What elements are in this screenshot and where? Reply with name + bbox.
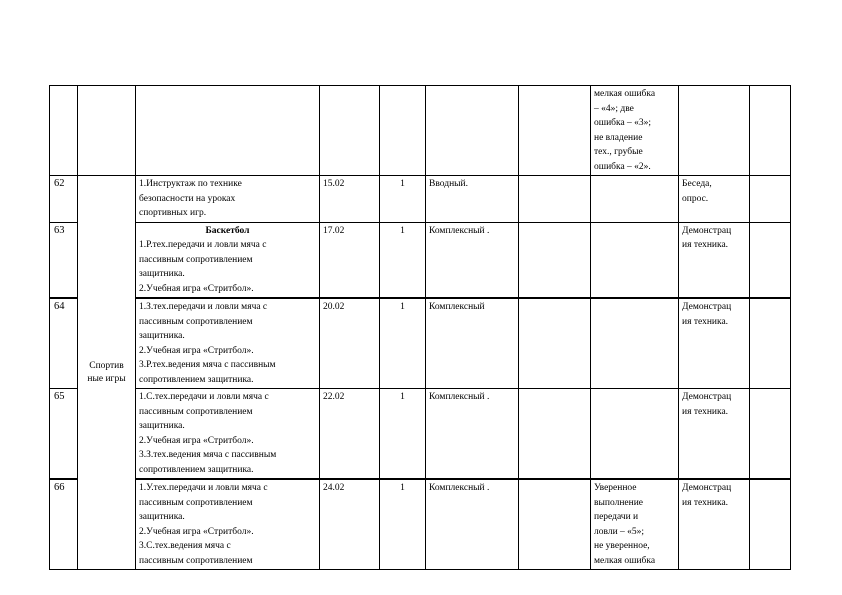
lesson-hours: 1 (380, 479, 426, 570)
control-form: Демонстрац ия техника. (679, 479, 750, 570)
lesson-content (136, 86, 320, 176)
notes-cell (750, 479, 791, 570)
notes-cell (750, 86, 791, 176)
assessment-criteria: мелкая ошибка – «4»; две ошибка – «3»; не владение тех., грубые ошибка – «2». (591, 86, 679, 176)
lesson-number (50, 86, 78, 176)
lesson-date: 15.02 (320, 176, 380, 223)
lesson-date: 22.02 (320, 389, 380, 480)
lesson-number: 65 (50, 389, 78, 480)
extra-cell (519, 389, 591, 480)
lesson-number: 62 (50, 176, 78, 223)
assessment-criteria (591, 298, 679, 389)
topic-heading: Баскетбол (205, 225, 250, 236)
control-form: Демонстрац ия техника. (679, 222, 750, 298)
lesson-plan-table (49, 85, 791, 570)
lesson-content: 1.З.тех.передачи и ловли мяча с пассивным сопротивлением защитника. 2.Учебная игра «Стритбол». 3.Р.тех.ведения мяча с пассивным сопротивлением защитника. (136, 298, 320, 389)
lesson-date: 17.02 (320, 222, 380, 298)
table-row (50, 389, 791, 480)
control-form: Демонстрац ия техника. (679, 389, 750, 480)
notes-cell (750, 389, 791, 480)
extra-cell (519, 479, 591, 570)
lesson-date: 24.02 (320, 479, 380, 570)
lesson-date (320, 86, 380, 176)
lesson-content: 1.С.тех.передачи и ловли мяча с пассивным сопротивлением защитника. 2.Учебная игра «Стритбол». 3.З.тех.ведения мяча с пассивным сопротивлением защитника. (136, 389, 320, 480)
lesson-hours: 1 (380, 389, 426, 480)
lesson-content: 1.У.тех.передачи и ловли мяча с пассивным сопротивлением защитника. 2.Учебная игра «Стритбол». 3.С.тех.ведения мяча с пассивным сопротивлением (136, 479, 320, 570)
table-row (50, 222, 791, 298)
lesson-type: Комплексный . (426, 479, 519, 570)
assessment-criteria (591, 389, 679, 480)
table-body (50, 86, 791, 570)
extra-cell (519, 86, 591, 176)
lesson-hours (380, 86, 426, 176)
lesson-hours: 1 (380, 176, 426, 223)
section-cell: Спортив ные игры (78, 176, 136, 570)
lesson-type: Комплексный . (426, 222, 519, 298)
extra-cell (519, 298, 591, 389)
lesson-hours: 1 (380, 222, 426, 298)
lesson-type: Комплексный (426, 298, 519, 389)
lesson-date: 20.02 (320, 298, 380, 389)
lesson-content: Баскетбол 1.Р.тех.передачи и ловли мяча с пассивным сопротивлением защитника. 2.Учебная игра «Стритбол». (136, 222, 320, 298)
lesson-content: 1.Инструктаж по технике безопасности на уроках спортивных игр. (136, 176, 320, 223)
control-form (679, 86, 750, 176)
extra-cell (519, 222, 591, 298)
lesson-number: 66 (50, 479, 78, 570)
notes-cell (750, 176, 791, 223)
lesson-type: Комплексный . (426, 389, 519, 480)
control-form: Беседа, опрос. (679, 176, 750, 223)
extra-cell (519, 176, 591, 223)
notes-cell (750, 222, 791, 298)
assessment-criteria (591, 222, 679, 298)
table-row (50, 479, 791, 570)
assessment-criteria (591, 176, 679, 223)
lesson-type: Вводный. (426, 176, 519, 223)
table-row (50, 86, 791, 176)
lesson-type (426, 86, 519, 176)
lesson-hours: 1 (380, 298, 426, 389)
lesson-number: 63 (50, 222, 78, 298)
table-row (50, 176, 791, 223)
table-row (50, 298, 791, 389)
section-cell (78, 86, 136, 176)
assessment-criteria: Уверенное выполнение передачи и ловли – «5»; не уверенное, мелкая ошибка (591, 479, 679, 570)
control-form: Демонстрац ия техника. (679, 298, 750, 389)
notes-cell (750, 298, 791, 389)
lesson-number: 64 (50, 298, 78, 389)
